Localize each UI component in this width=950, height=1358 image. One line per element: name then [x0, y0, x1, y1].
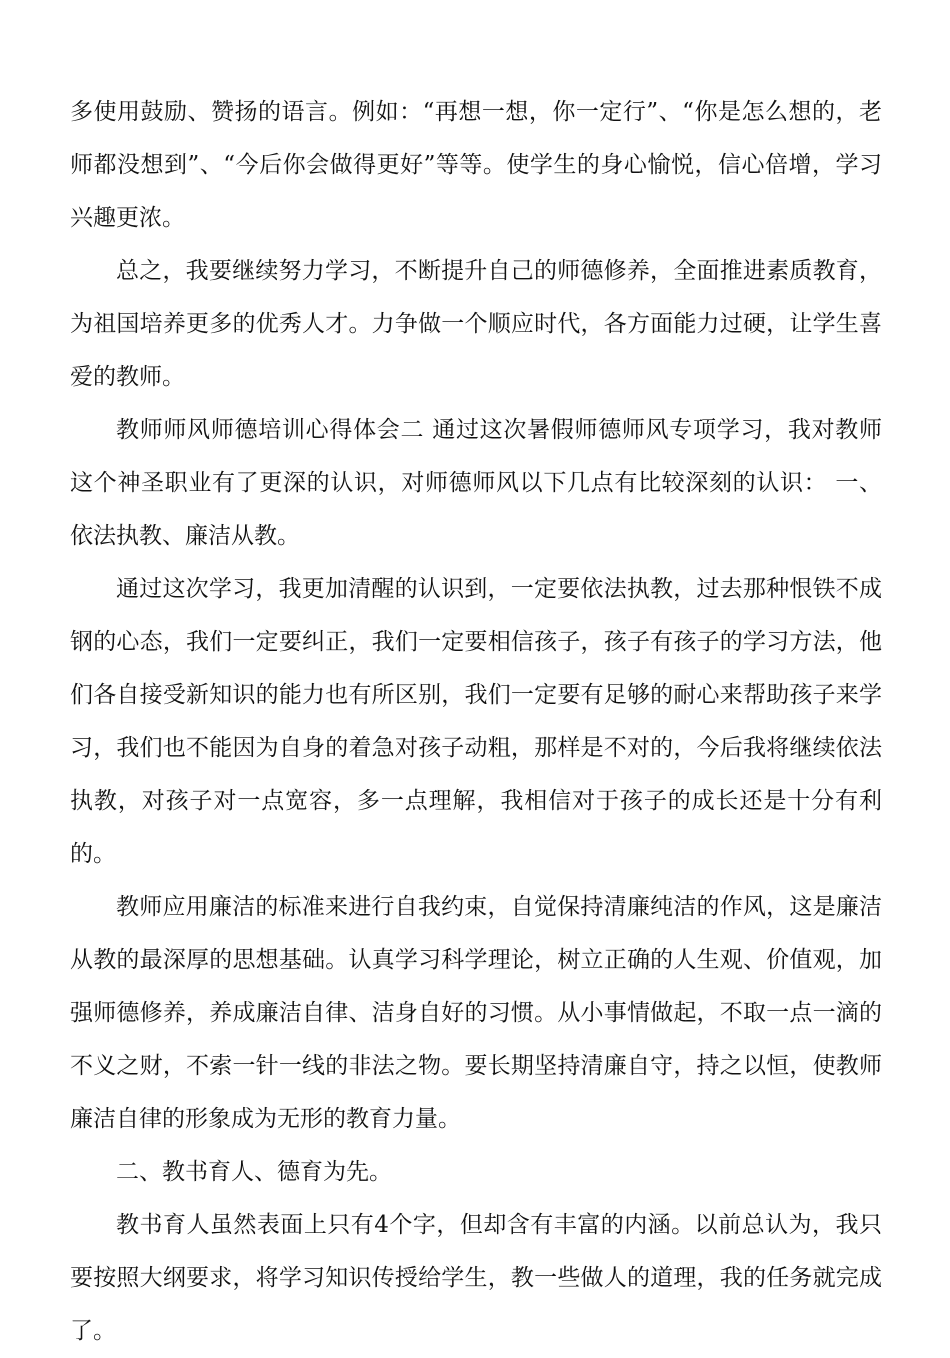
paragraph-section-two-intro: 教师师风师德培训心得体会二 通过这次暑假师德师风专项学习，我对教师这个神圣职业有了更深的认识，对师德师风以下几点有比较深刻的认识： 一、依法执教、廉洁从教。	[70, 417, 882, 549]
document-body	[70, 86, 882, 1358]
paragraph-integrity: 教师应用廉洁的标准来进行自我约束，自觉保持清廉纯洁的作风，这是廉洁从教的最深厚的思想基础。认真学习科学理论，树立正确的人生观、价值观，加强师德修养，养成廉洁自律、洁身自好的习惯。从小事情做起，不取一点一滴的不义之财，不索一针一线的非法之物。要长期坚持清廉自守，持之以恒，使教师廉洁自律的形象成为无形的教育力量。	[70, 894, 882, 1132]
paragraph-conclusion: 总之，我要继续努力学习，不断提升自己的师德修养，全面推进素质教育，为祖国培养更多的优秀人才。力争做一个顺应时代，各方面能力过硬，让学生喜爱的教师。	[70, 258, 882, 390]
paragraph-continuation: 多使用鼓励、赞扬的语言。例如：“再想一想，你一定行”、“你是怎么想的，老师都没想到”、“今后你会做得更好”等等。使学生的身心愉悦，信心倍增，学习兴趣更浓。	[70, 99, 882, 231]
section-heading-moral-education: 二、教书育人、德育为先。	[116, 1159, 392, 1185]
paragraph-teaching-educating: 教书育人虽然表面上只有4个字，但却含有丰富的内涵。以前总认为，我只要按照大纲要求，将学习知识传授给学生，教一些做人的道理，我的任务就完成了。	[70, 1212, 882, 1344]
paragraph-law-teaching: 通过这次学习，我更加清醒的认识到，一定要依法执教，过去那种恨铁不成钢的心态，我们一定要纠正，我们一定要相信孩子，孩子有孩子的学习方法，他们各自接受新知识的能力也有所区别，我们一定要有足够的耐心来帮助孩子来学习，我们也不能因为自身的着急对孩子动粗，那样是不对的，今后我将继续依法执教，对孩子对一点宽容，多一点理解，我相信对于孩子的成长还是十分有利的。	[70, 576, 882, 867]
